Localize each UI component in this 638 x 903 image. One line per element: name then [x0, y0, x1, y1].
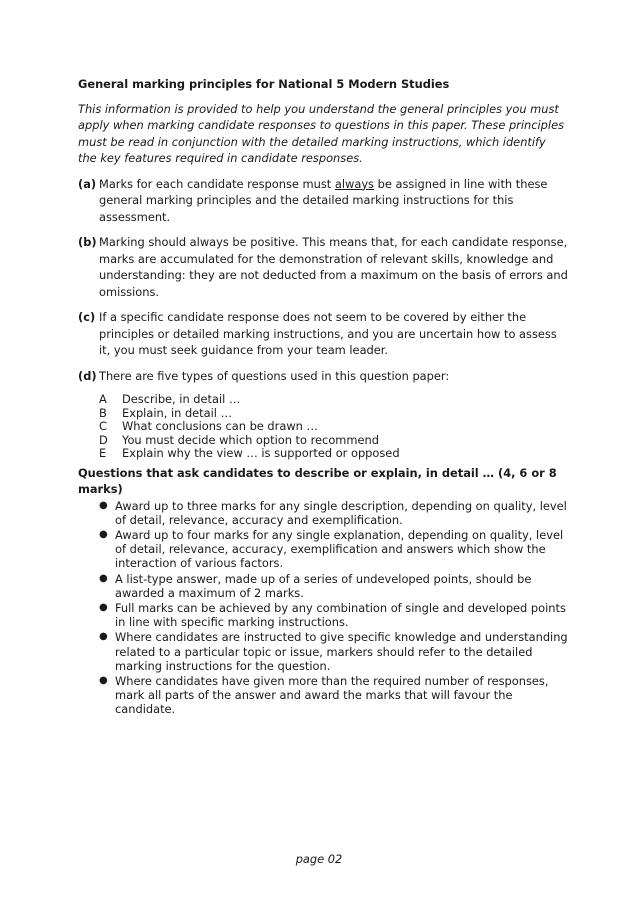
question-type-letter: E — [99, 446, 107, 460]
bullet-text: Award up to four marks for any single explanation, depending on quality, level of detail, relevance, accuracy, exemplification and answers which show the interaction of various factors. — [115, 527, 564, 571]
bullet-icon: ● — [99, 572, 108, 584]
principle-label: (b) — [78, 235, 97, 249]
bullet-item — [99, 601, 568, 629]
bullet-item — [99, 528, 568, 571]
question-type-item — [99, 393, 568, 407]
page-heading: General marking principles for National 5 Modern Studies — [78, 77, 450, 91]
principle-text-part: be assigned in line with these general marking principles and the detailed marking instructions for this assessment. — [99, 176, 548, 224]
question-type-text: Explain why the view … is supported or opposed — [122, 446, 400, 460]
principle-a — [78, 176, 568, 226]
principle-b — [78, 234, 568, 300]
principle-text-part: Marks for each candidate response must — [99, 176, 335, 191]
bullet-icon: ● — [99, 499, 108, 511]
question-type-item — [99, 447, 568, 461]
bullet-icon: ● — [99, 631, 108, 643]
principle-text: If a specific candidate response does not seem to be covered by either the principles or detailed marking instructions, and you are uncertain how to assess it, you must seek guidance from your team leader. — [99, 310, 557, 357]
principle-text: There are five types of questions used in this question paper: — [99, 368, 450, 383]
bullet-icon: ● — [99, 528, 108, 540]
question-type-text: Explain, in detail … — [122, 405, 232, 420]
bullet-item — [99, 572, 568, 600]
intro-paragraph: This information is provided to help you understand the general principles you must apply when marking candidate responses to questions in this paper. These principles must be read in conjunction with the detailed marking instructions, which identify the key features required in candidate responses. — [78, 101, 565, 165]
bullet-item — [99, 674, 568, 717]
principle-text: Marking should always be positive. This means that, for each candidate response, marks are accumulated for the demonstration of relevant skills, knowledge and understanding: they are not deducted from a maximum on the basis of errors and omissions. — [99, 235, 568, 299]
bullet-text: Full marks can be achieved by any combination of single and developed points in line with specific marking instructions. — [115, 600, 566, 630]
principle-label: (d) — [78, 368, 97, 383]
page-number: page 02 — [295, 852, 343, 866]
principle-label: (a) — [78, 176, 97, 191]
question-type-letter: C — [99, 419, 107, 433]
question-type-letter: B — [99, 405, 107, 420]
question-type-item — [99, 407, 568, 421]
question-type-text: You must decide which option to recommend — [122, 432, 379, 447]
principle-c — [78, 309, 568, 359]
bullet-text: A list-type answer, made up of a series of undeveloped points, should be awarded a maximum of 2 marks. — [115, 571, 532, 600]
question-types-list — [78, 393, 568, 461]
bullet-text: Where candidates have given more than the required number of responses, mark all parts of the answer and award the marks that will favour the candidate. — [115, 673, 549, 717]
question-type-text: Describe, in detail … — [122, 392, 241, 406]
emphasis-always: always — [334, 176, 374, 191]
bullet-text: Award up to three marks for any single description, depending on quality, level of detail, relevance, accuracy and exemplification. — [115, 498, 567, 527]
bullet-text: Where candidates are instructed to give specific knowledge and understanding related to a particular topic or issue, markers should refer to the detailed marking instructions for the question. — [115, 630, 568, 673]
document-page — [78, 76, 568, 718]
bullet-icon: ● — [99, 674, 108, 686]
marking-bullets-list — [78, 499, 568, 717]
question-type-item — [99, 420, 568, 434]
question-type-item — [99, 434, 568, 448]
section-heading: Questions that ask candidates to describe or explain, in detail … (4, 6 or 8 marks) — [78, 465, 557, 496]
principle-text — [99, 177, 547, 224]
question-type-letter: D — [99, 432, 108, 447]
bullet-item — [99, 630, 568, 673]
principle-d — [78, 368, 568, 385]
bullet-item — [99, 499, 568, 527]
question-type-letter: A — [99, 392, 107, 406]
bullet-icon: ● — [99, 601, 108, 613]
principle-label: (c) — [78, 310, 96, 324]
question-type-text: What conclusions can be drawn … — [122, 419, 318, 433]
